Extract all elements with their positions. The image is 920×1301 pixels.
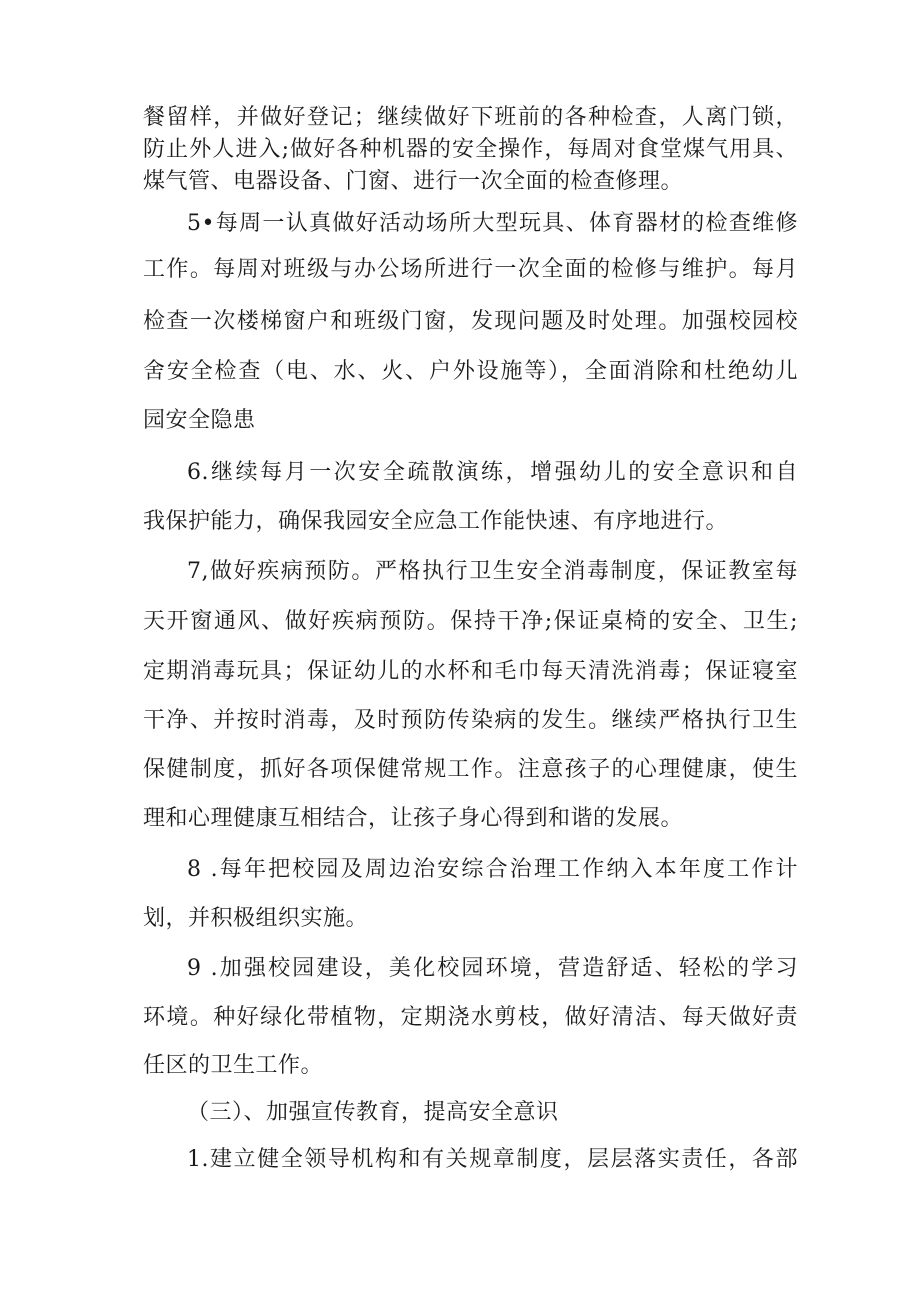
text-line: 我保护能力，确保我园安全应急工作能快速、有序地进行。	[143, 509, 729, 534]
text-line: 园安全隐患	[143, 408, 256, 433]
text-line: 保健制度，抓好各项保健常规工作。注意孩子的心理健康，使生	[143, 757, 798, 782]
text-line: 餐留样，并做好登记；继续做好下班前的各种检查，人离门锁，	[143, 105, 798, 130]
text-line: 6.继续每月一次安全疏散演练，增强幼儿的安全意识和自	[187, 460, 798, 485]
text-line: 任区的卫生工作。	[143, 1053, 324, 1078]
text-line: 划，并积极组织实施。	[143, 906, 369, 931]
text-line: 7,做好疾病预防。严格执行卫生安全消毒制度，保证教室每	[187, 559, 798, 584]
text-line: 5•每周一认真做好活动场所大型玩具、体育器材的检查维修	[187, 211, 798, 236]
text-line: 干净、并按时消毒，及时预防传染病的发生。继续严格执行卫生	[143, 708, 798, 733]
text-line: 煤气管、电器设备、门窗、进行一次全面的检查修理。	[143, 169, 684, 194]
text-line: 工作。每周对班级与办公场所进行一次全面的检修与维护。每月	[143, 257, 798, 282]
text-line: 8 .每年把校园及周边治安综合治理工作纳入本年度工作计	[187, 857, 798, 882]
text-line: 9 .加强校园建设，美化校园环境，营造舒适、轻松的学习	[187, 956, 798, 981]
text-line: 理和心理健康互相结合，让孩子身心得到和谐的发展。	[143, 806, 684, 831]
text-line: 防止外人进入;做好各种机器的安全操作，每周对食堂煤气用具、	[143, 137, 798, 162]
text-line: 环境。种好绿化带植物，定期浇水剪枝，做好清洁、每天做好责	[143, 1005, 798, 1030]
text-line: 检查一次楼梯窗户和班级门窗，发现问题及时处理。加强校园校	[143, 309, 798, 334]
text-line: 天开窗通风、做好疾病预防。保持干净;保证桌椅的安全、卫生;	[143, 609, 798, 634]
section-heading: （三）、加强宣传教育，提高安全意识	[187, 1100, 559, 1125]
text-line: 舍安全检查（电、水、火、户外设施等），全面消除和杜绝幼儿	[143, 359, 798, 384]
text-line: 定期消毒玩具；保证幼儿的水杯和毛巾每天清洗消毒；保证寝室	[143, 659, 798, 684]
text-line: 1.建立健全领导机构和有关规章制度，层层落实责任，各部	[187, 1147, 798, 1172]
